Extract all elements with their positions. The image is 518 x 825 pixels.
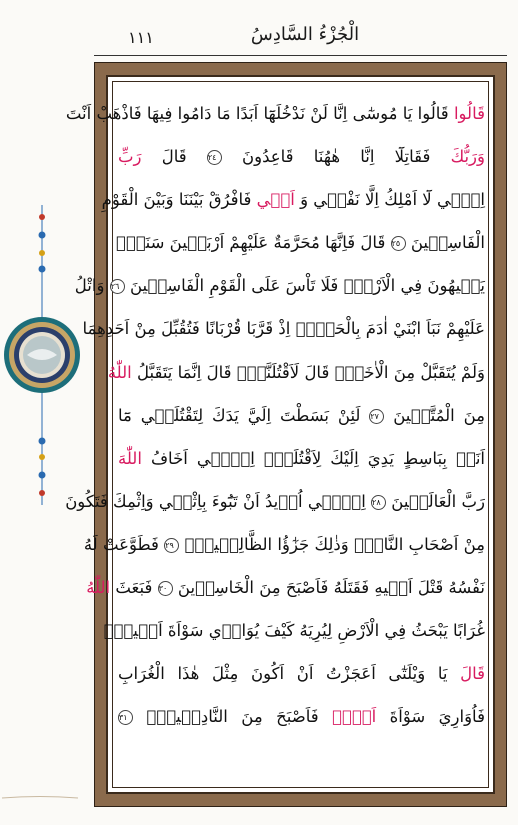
text-line: [118, 135, 485, 178]
verse-text: فَاَصْبَحَ مِنَ النَّادِم۪ينَۚ: [146, 707, 319, 727]
text-line: [118, 652, 485, 695]
highlighted-word: اَخ۪ي: [256, 190, 295, 210]
text-line: [118, 437, 485, 480]
ayah-number-marker: ٢٥: [391, 236, 406, 251]
verse-text: غُرَابًا يَبْحَثُ فِي الْاَرْضِ لِيُرِيَهُ كَيْفَ يُوَار۪ي سَوْاَةَ اَخ۪يهِۜ: [103, 621, 485, 641]
text-line: [118, 695, 485, 738]
verse-text: اِنّ۪ي لَٓا اَمْلِكُ اِلَّا نَفْس۪ي وَ: [300, 190, 485, 210]
highlighted-word: اللّٰهَ: [118, 448, 142, 468]
verse-text: وَاتْلُ: [74, 276, 105, 296]
page-number: ١١١: [128, 28, 154, 47]
verse-text: الْفَاسِق۪ينَ: [410, 233, 485, 253]
highlighted-word: اللّٰهُ: [107, 362, 132, 382]
verse-text: نَفْسُهُ قَتْلَ اَخ۪يهِ فَقَتَلَهُ فَاَصْبَحَ مِنَ الْخَاسِر۪ينَ: [177, 578, 485, 598]
ayah-number-marker: ٢٤: [207, 150, 222, 165]
text-line: [83, 523, 485, 566]
verse-text: فَقَاتِلَٓا اِنَّا هٰهُنَا قَاعِدُونَ: [242, 147, 431, 167]
text-line: [118, 394, 485, 437]
ayah-number-marker: ٣١: [118, 710, 133, 725]
highlighted-word: رَبِّ: [118, 147, 142, 167]
verse-text: يَا وَيْلَتٰٓى اَعَجَزْتُ اَنْ اَكُونَ مِثْلَ هٰذَا الْغُرَابِ: [118, 664, 448, 684]
verse-text: مِنَ الْمُتَّق۪ينَ: [393, 405, 486, 425]
verse-text: مِنْ اَصْحَابِ النَّارِۚ وَذٰلِكَ جَزٰٓؤُا الظَّالِم۪ينَۚ: [184, 534, 485, 554]
juz-title: الْجُزْءُ السَّادِسُ: [250, 24, 360, 45]
text-line: [74, 264, 485, 307]
verse-text: قَالَ فَاِنَّهَا مُحَرَّمَةٌ عَلَيْهِمْ اَرْبَع۪ينَ سَنَةًۚ: [115, 233, 386, 253]
highlighted-word: قَالُوا: [453, 104, 485, 123]
ayah-number-marker: ٢٩: [164, 538, 179, 553]
ayah-number-marker: ٢٨: [371, 495, 386, 510]
highlighted-word: اَخ۪يۚ: [332, 707, 377, 727]
text-line: [107, 351, 485, 394]
text-line: [82, 307, 485, 350]
verse-text: لَئِنْ بَسَطْتَ اِلَيَّ يَدَكَ لِتَقْتُلَن۪ي مَٓا: [118, 405, 361, 425]
ornament-medallion: [4, 317, 80, 393]
verse-text: قَالُوا يَا مُوسٰٓى اِنَّا لَنْ نَدْخُلَهَٓا اَبَدًا مَا دَامُوا فِيهَا فَاذْهَبْ اَنْتَ: [65, 104, 449, 123]
ayah-number-marker: ٢٧: [369, 409, 384, 424]
highlighted-word: اللّٰهُ: [86, 578, 111, 598]
verse-text: قَالَ: [161, 147, 187, 167]
ayah-number-marker: ٢٦: [110, 279, 125, 294]
verse-text: فَبَعَثَ: [115, 578, 153, 598]
highlighted-word: قَالَ: [460, 664, 486, 684]
verse-text: وَلَمْ يُتَقَبَّلْ مِنَ الْاٰخَرِۜ قَالَ لَاَقْتُلَنَّكَۜ قَالَ اِنَّمَا يَتَقَبَّلُ: [137, 362, 485, 382]
verse-text: فَطَوَّعَتْ لَهُ: [83, 534, 159, 554]
text-line: [65, 480, 485, 523]
footer-mark: [0, 795, 80, 801]
highlighted-word: وَرَبُّكَ: [450, 147, 485, 167]
quran-text-block: [65, 92, 486, 782]
header-rule: [94, 55, 507, 56]
margin-ornament: [2, 205, 84, 505]
text-line: [65, 92, 485, 135]
text-line: [101, 178, 485, 221]
verse-text: فَاُوَارِيَ سَوْاَةَ: [389, 707, 485, 727]
text-line: [103, 609, 485, 652]
text-line: [115, 221, 485, 264]
ayah-number-marker: ٣٠: [158, 581, 173, 596]
verse-text: يَت۪يهُونَ فِي الْاَرْضِۜ فَلَا تَاْسَ عَلَى الْقَوْمِ الْفَاسِق۪ينَ: [129, 276, 485, 296]
verse-text: رَبَّ الْعَالَم۪ينَ: [391, 491, 485, 511]
verse-text: اَنَا۬ بِبَاسِطٍ يَدِيَ اِلَيْكَ لِاَقْتُلَكَۚ اِنّ۪ٓي اَخَافُ: [150, 448, 485, 468]
verse-text: اِنّ۪ٓي اُر۪يدُ اَنْ تَبُٓوءَ بِاِثْم۪ي وَاِثْمِكَ فَتَكُونَ: [65, 491, 366, 511]
text-line: [86, 566, 485, 609]
verse-text: فَافْرُقْ بَيْنَنَا وَبَيْنَ الْقَوْمِ: [101, 190, 252, 210]
verse-text: عَلَيْهِمْ نَبَاَ ابْنَيْ اٰدَمَ بِالْحَقِّۢ اِذْ قَرَّبَا قُرْبَانًا فَتُقُبِّلَ مِنْ اَحَدِهِمَا: [82, 319, 485, 339]
